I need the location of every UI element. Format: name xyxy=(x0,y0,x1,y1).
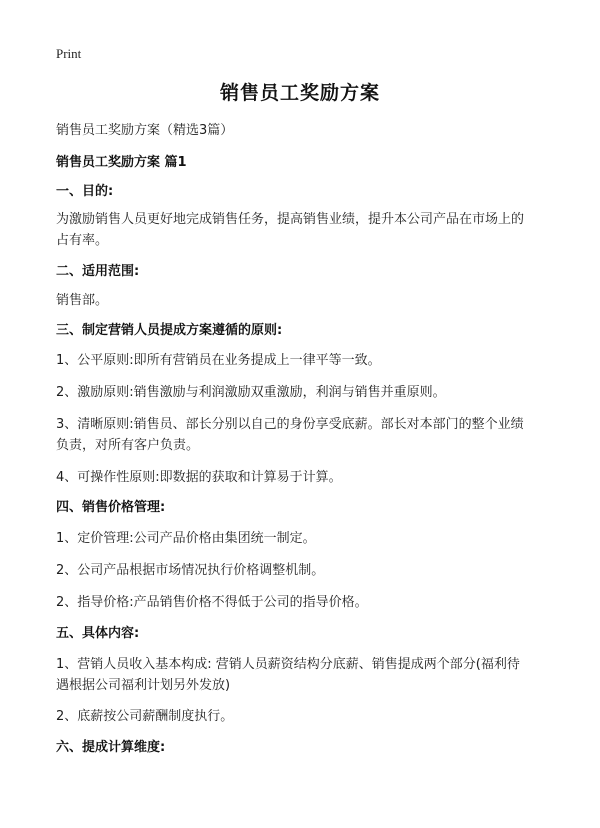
paragraph-line: 4、可操作性原则:即数据的获取和计算易于计算。 xyxy=(56,470,342,485)
paragraph-line: 3、清晰原则:销售员、部长分别以自己的身份享受底薪。部长对本部门的整个业绩 xyxy=(56,417,524,432)
paragraph-line: 2、激励原则:销售激励与利润激励双重激励，利润与销售并重原则。 xyxy=(56,385,446,400)
paragraph-line: 2、公司产品根据市场情况执行价格调整机制。 xyxy=(56,563,325,578)
article-heading: 销售员工奖励方案 篇1 xyxy=(56,155,187,170)
paragraph-line: 销售部。 xyxy=(56,293,109,308)
paragraph-line: 1、营销人员收入基本构成: 营销人员薪资结构分底薪、销售提成两个部分(福利待 xyxy=(56,657,520,672)
section-heading-content: 五、具体内容: xyxy=(56,626,140,641)
paragraph-line: 2、指导价格:产品销售价格不得低于公司的指导价格。 xyxy=(56,595,368,610)
print-link[interactable]: Print xyxy=(56,46,82,61)
section-heading-commission: 六、提成计算维度: xyxy=(56,740,166,755)
paragraph-line: 2、底薪按公司薪酬制度执行。 xyxy=(56,709,234,724)
section-heading-scope: 二、适用范围: xyxy=(56,264,140,279)
paragraph-line: 1、定价管理:公司产品价格由集团统一制定。 xyxy=(56,531,316,546)
section-heading-principles: 三、制定营销人员提成方案遵循的原则: xyxy=(56,323,283,338)
document-subtitle: 销售员工奖励方案（精选3篇） xyxy=(56,123,234,138)
paragraph-line: 为激励销售人员更好地完成销售任务，提高销售业绩，提升本公司产品在市场上的 xyxy=(56,212,525,227)
paragraph-line: 遇根据公司福利计划另外发放) xyxy=(56,678,231,693)
paragraph-line: 1、公平原则:即所有营销员在业务提成上一律平等一致。 xyxy=(56,353,381,368)
paragraph-line: 占有率。 xyxy=(56,233,109,248)
section-heading-purpose: 一、目的: xyxy=(56,184,114,199)
section-heading-pricing: 四、销售价格管理: xyxy=(56,500,166,515)
paragraph-line: 负责，对所有客户负责。 xyxy=(56,438,200,453)
page-title: 销售员工奖励方案 xyxy=(219,82,380,104)
